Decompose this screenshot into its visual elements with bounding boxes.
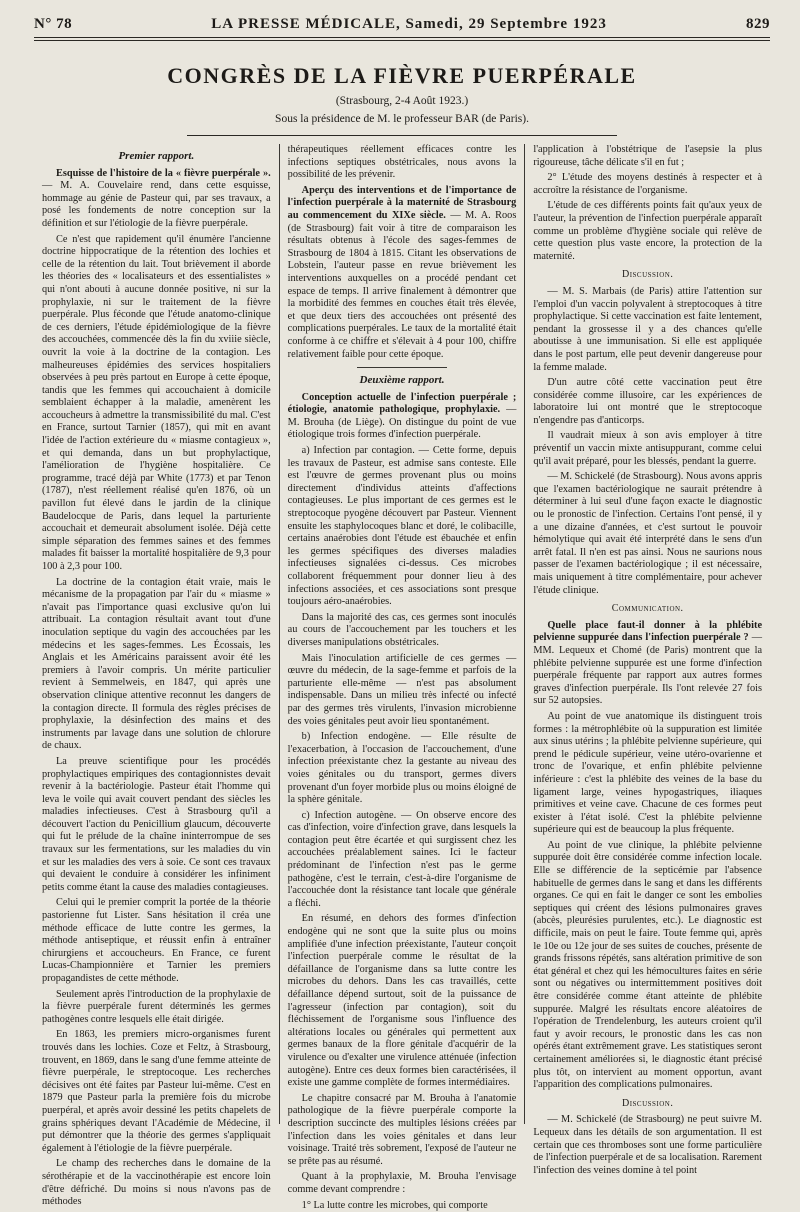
paragraph: 1° La lutte contre les microbes, qui comporte (288, 1200, 517, 1212)
paragraph-title: Esquisse de l'histoire de la « fièvre puerpérale ». (56, 168, 271, 179)
paragraph: b) Infection endogène. — Elle résulte de l'exacerbation, à l'occasion de l'accouchement, d'une infection préexistante chez la gestante au niveau des voies génitales ou du transport, germes divers provenant d'un foyer morbide plus ou moins éloigné de la sphère génitale. (288, 731, 517, 807)
paragraph: Au point de vue clinique, la phlébite pelvienne suppurée doit être considérée comme infection locale. Elle se différencie de la septicémie par l'absence habituelle de germes dans le sang et dans les différents organes. Ce qui en fait le danger ce sont les embolies septiques qui créent des lésions pulmonaires graves (abcès, pleurésies purulentes, etc.). Le diagnostic est difficile, mais on peut le faire. Toute femme qui, après le 10e ou 12e jour de ses suites de couches, présente de grands frissons répétés, sans altération primitive de son état général et chez qui les hémocultures faites en série sont ou négatives ou intermittemment positives doit être considérée comme étant atteinte de phlébite suppurée. Malgré les résultats encore aléatoires de l'opération de Trendelenburg, les auteurs croient qu'il faut y avoir recours, le pronostic dans les cas non opérés étant extrêmement grave. Les statistiques seront certainement améliorées si, le diagnostic étant précisé plus tôt, on intervient au moment opportun, avant l'apparition des complications pulmonaires. (533, 840, 762, 1092)
section-divider (357, 367, 447, 368)
text-columns (34, 144, 770, 1124)
paragraph: — MM. Lequeux et Chomé (de Paris) montrent que la phlébite pelvienne suppurée est une forme d'infection puerpérale fréquente par rapport aux autres formes graves d'infection puerpérale. Ils l'ont relevée 27 fois sur 52 autopsies. (533, 632, 762, 706)
paragraph: a) Infection par contagion. — Cette forme, depuis les travaux de Pasteur, est admise sans conteste. Elle est l'œuvre de germes provenant plus ou moins directement d'individus atteints d'affections contagieuses. Le plus important de ces germes est le streptocoque pyogène découvert par Pasteur. Viennent ensuite les staphylocoques blanc et doré, le colibacille, certains anaérobies dont l'étude est ébauchée et enfin les germes spécifiques des diverses maladies infectieuses signalées ci-dessus. Ces microbes collaborent fréquemment pour donner lieu à des infections associées, et ces associations sont presque toujours aéro-anaérobies. (288, 445, 517, 609)
paragraph: En résumé, en dehors des formes d'infection endogène qui ne sont que la suite plus ou moins amplifiée d'une infection préexistante, l'auteur conçoit l'infection puerpérale comme le résultat de la défaillance de l'organisme dans sa lutte contre les microbes du dehors. Dans les cas travaillés, cette défaillance dépend surtout, soit de la puissance de l'agresseur (infection par contagion), soit du fléchissement de l'organisme sous l'influence des altérations locales ou générales qui permettent aux germes banaux de la flore génitale d'acquérir de la virulence ou d'exalter une virulence atténuée (infection autogène). Entre ces deux formes bien caractérisées, il existe une gamme complète de formes intermédiaires. (288, 913, 517, 1089)
column-2 (279, 144, 525, 1124)
discussion-heading: Discussion. (533, 1098, 762, 1111)
journal-title: LA PRESSE MÉDICALE, Samedi, 29 Septembre 1923 (211, 16, 607, 33)
paragraph: — M. Brouha (de Liège). On distingue du point de vue étiologique trois formes d'infection puerpérale. (288, 404, 517, 440)
issue-number: N° 78 (34, 16, 72, 33)
paragraph: La preuve scientifique pour les procédés prophylactiques empiriques des contagionnistes devait revenir à la bactériologie. Pasteur était l'homme qui leva le voile qui avait couvert pendant des siècles les maladies infectieuses. C'est à Strasbourg qu'il a découvert l'action du Penicillium glaucum, découverte qui fut le prélude de la chaîne ininterrompue de ses travaux sur les fermentations, sur les maladies du vin et sur les maladies des vers à soie. Ce sont ces travaux qui devaient le conduire à considérer les infiniment petits comme étant la cause des maladies contagieuses. (42, 756, 271, 895)
paragraph: — M. Schickelé (de Strasbourg). Nous avons appris que l'examen bactériologique ne saurait prétendre à déterminer à lui seul d'une façon exacte le diagnostic ou le pronostic de l'infection. Certains l'ont pensé, il y a une dizaine d'années, et c'est surtout le pouvoir hémolytique qui avait été interprété dans le sens d'un arrêt fatal. Il n'en est pas ainsi. Nous ne saurions nous passer de l'examen bactériologique ; il est nécessaire, mais uniquement à titre complémentaire, pour achever l'étude clinique. (533, 471, 762, 597)
paragraph: L'étude de ces différents points fait qu'aux yeux de l'auteur, la prévention de l'infection puerpérale apparaît comme un problème d'hygiène sociale qui relève de cette question plus vaste encore, la protection de la maternité. (533, 200, 762, 263)
paragraph: Il vaudrait mieux à son avis employer à titre préventif un vaccin mixte antisuppurant, comme celui qu'il avait préparé, pour les blessés, pendant la guerre. (533, 430, 762, 468)
paragraph: Le champ des recherches dans le domaine de la sérothérapie et de la vaccinothérapie est encore loin d'être défriché. Du moins si nous n'avons pas de méthodes (42, 1158, 271, 1208)
column-1 (34, 144, 279, 1124)
paragraph-title: Quelle place faut-il donner à la phlébite pelvienne suppurée dans l'infection puerpérale ? (533, 620, 762, 644)
communication-heading: Communication. (533, 603, 762, 616)
place-date: (Strasbourg, 2-4 Août 1923.) (34, 95, 770, 107)
paragraph: l'application à l'obstétrique de l'asepsie la plus rigoureuse, tâche délicate s'il en fut ; (533, 144, 762, 169)
paragraph-title: Aperçu des interventions et de l'importance de l'infection puerpérale à la maternité de Strasbourg au commencement du XIXe siècle. (288, 185, 517, 221)
paragraph: D'un autre côté cette vaccination peut être considérée comme illusoire, car les expériences de laboratoire lui ont montré que le streptocoque n'engendre pas d'anticorps. (533, 377, 762, 427)
article-title: CONGRÈS DE LA FIÈVRE PUERPÉRALE (34, 63, 770, 89)
running-head (34, 16, 770, 38)
paragraph: Au point de vue anatomique ils distinguent trois formes : la métrophlébite où la suppuration est limitée aux sinus utérins ; la phlébite pelvienne supérieure, qui prend le pédicule supérieur, veine utéro-ovarienne et tronc de l'ovarique, et enfin phlébite pelvienne inférieure : c'est la phlébite des veines de la base du ligament large, veines hypogastriques, iliaques primitives et veine cave. Chacune de ces formes peut exister à l'état isolé. C'est la phlébite pelvienne supérieure qui est de beaucoup la plus fréquente. (533, 711, 762, 837)
paragraph: Mais l'inoculation artificielle de ces germes — œuvre du médecin, de la sage-femme et parfois de la parturiente elle-même — n'est pas absolument indispensable. Dans un milieu très infecté ou infecté par des germes très virulents, l'invasion microbienne des voies génitales peut avoir lieu spontanément. (288, 653, 517, 729)
paragraph: Quant à la prophylaxie, M. Brouha l'envisage comme devant comprendre : (288, 1171, 517, 1196)
paragraph: c) Infection autogène. — On observe encore des cas d'infection, voire d'infection grave, dans lesquels la contagion peut être écartée et qui surgissent chez les accouchées préalablement saines. Ici le facteur prédominant de l'infection n'est pas le germe pathogène, c'est le terrain, c'est-à-dire l'organisme de l'accouchée dont la résistance tant locale que générale a fléchi. (288, 810, 517, 911)
discussion-heading: Discussion. (533, 269, 762, 282)
paragraph: En 1863, les premiers micro-organismes furent trouvés dans les lochies. Coze et Feltz, à Strasbourg, trouvent, en 1869, dans le sang d'une femme atteinte de fièvre puerpérale, le streptocoque. Les recherches décisives ont été faites par Pasteur lui-même. C'est en 1879 que Pasteur parla la première fois du microbe puerpéral, et après avoir dessiné les petits chapelets de grains sphériques devant l'Académie de Médecine, il put démontrer que la théorie des germes s'appliquait également à l'étiologie de la fièvre puerpérale. (42, 1029, 271, 1155)
double-rule (34, 40, 770, 41)
paragraph: — M. Schickelé (de Strasbourg) ne peut suivre M. Lequeux dans les détails de son argumentation. Il est certain que ces thromboses sont une forme particulière de l'infection puerpérale et de sa localisation. Rarement l'infection des veines domine à tel point (533, 1114, 762, 1177)
section-heading: Premier rapport. (42, 150, 271, 163)
paragraph: Le chapitre consacré par M. Brouha à l'anatomie pathologique de la fièvre puerpérale comporte la description succincte des multiples lésions créées par l'infection dans les voies génitales et dans leur voisinage. Traité très sobrement, l'exposé de l'auteur ne se prête pas au résumé. (288, 1093, 517, 1169)
paragraph: — M. A. Couvelaire rend, dans cette esquisse, hommage au génie de Pasteur qui, par ses travaux, a posé les fondements de notre conception sur la définition et sur l'étiologie de la fièvre puerpérale. (42, 180, 271, 229)
paragraph: Dans la majorité des cas, ces germes sont inoculés au cours de l'accouchement par les touchers et les diverses manipulations obstétricales. (288, 612, 517, 650)
page-number: 829 (746, 16, 770, 33)
paragraph: thérapeutiques réellement efficaces contre les infections septiques obstétricales, nous avons la possibilité de les prévenir. (288, 144, 517, 182)
paragraph: — M. S. Marbais (de Paris) attire l'attention sur l'emploi d'un vaccin polyvalent à streptocoques à titre prophylactique. Si cette vaccination est faite lentement, pendant la grossesse il y a des chances qu'elle aboutisse à une immunisation. Si elle est appliquée dans le post partum, elle peut devenir dangereuse pour la femme malade. (533, 286, 762, 374)
section-heading: Deuxième rapport. (288, 374, 517, 387)
paragraph: Ce n'est que rapidement qu'il énumère l'ancienne doctrine hippocratique de la rétention des lochies et celle de la rétention du lait. Tout brièvement il aborde les théories des « localisateurs et des essentialistes » qui n'ont abouti à aucune donnée positive, ni sur la prophylaxie, ni sur le traitement de la fièvre puerpérale. Plus féconde que l'étude anatomo-clinique de ces derniers, l'étude épidémiologique de la fièvre des accouchées, commencée dès la fin du xviiie siècle, ouvrit la voie à la doctrine de la contagion. Les malheureuses épidémies des services hospitaliers observées à peu près partout en Europe à cette époque, tandis que les femmes qui accouchaient à domicile semblaient échapper à la maladie, amenèrent les accoucheurs à admettre la transmissibilité du mal. C'est en France, surtout Tarnier (1857), qui mit en avant l'idée de l'action extérieure du « miasme contagieux », et qui demanda, dans un but prophylactique, l'amélioration de l'hygiène hospitalière. Ce programme, tracé déjà par White (1773) et par Tenon (1787), n'est réellement réalisé qu'en 1876, où un pavillon fut élevé dans le jardin de la clinique Baudelocque de Paris, dans lequel la parturiente accouchait et demeurait absolument isolée. Déjà cette simple séparation des femmes saines et des femmes malades fit baisser la mortalité hospitalière de 9,3 pour 100 à 2,3 pour 100. (42, 234, 271, 574)
paragraph: La doctrine de la contagion était vraie, mais le mécanisme de la propagation par l'air du « miasme » n'avait pas l'importance quasi exclusive qu'on lui attribuait. La contagion résultait avant tout d'une inoculation septique du vagin des accouchées par les médecins et les sages-femmes. Les Écossais, les Anglais et les Américains paraissent avoir été les premiers à l'avoir compris. Un mérite particulier revient à Semmelweis, en 1847, qui après une observation clinique attentive reconnut les dangers de la contagion directe. Il formula des règles précises de prophylaxie, la désinfection des mains et des instruments par lavage dans une solution de chlorure de chaux. (42, 577, 271, 753)
paragraph: 2° L'étude des moyens destinés à respecter et à accroître la résistance de l'organisme. (533, 172, 762, 197)
paragraph: Celui qui le premier comprit la portée de la théorie pastorienne fut Lister. Sans hésitation il créa une méthode efficace de lutte contre les germes, la méthode antiseptique, et réussit enfin à entraîner chirurgiens et accoucheurs. En France, ce furent Lucas-Championnière et Tarnier les premiers propagandistes de cette méthode. (42, 897, 271, 985)
paragraph: — M. A. Roos (de Strasbourg) fait voir à titre de comparaison les résultats obtenus à l'école des sages-femmes de Strasbourg de 1804 à 1815. Citant les observations de Lobstein, l'auteur passe en revue brièvement les interventions auxquelles on a procédé pendant cet espace de temps. Il arrive finalement à démontrer que la morbidité des femmes en couches était très élevée, et que deux tiers des accouchées ont présenté des complications puerpérales. Le taux de la mortalité était conforme à ce chiffre et s'élevait à 4 pour 100, chiffre relativement faible pour cette époque. (288, 210, 517, 360)
paragraph: Seulement après l'introduction de la prophylaxie de la fièvre puerpérale furent déterminés les germes pathogènes contre lesquels elle était dirigée. (42, 989, 271, 1027)
paragraph-title: Conception actuelle de l'infection puerpérale ; étiologie, anatomie pathologique, prophylaxie. (288, 392, 517, 416)
title-rule (187, 135, 617, 136)
column-3 (524, 144, 770, 1124)
presidency: Sous la présidence de M. le professeur BAR (de Paris). (34, 113, 770, 125)
